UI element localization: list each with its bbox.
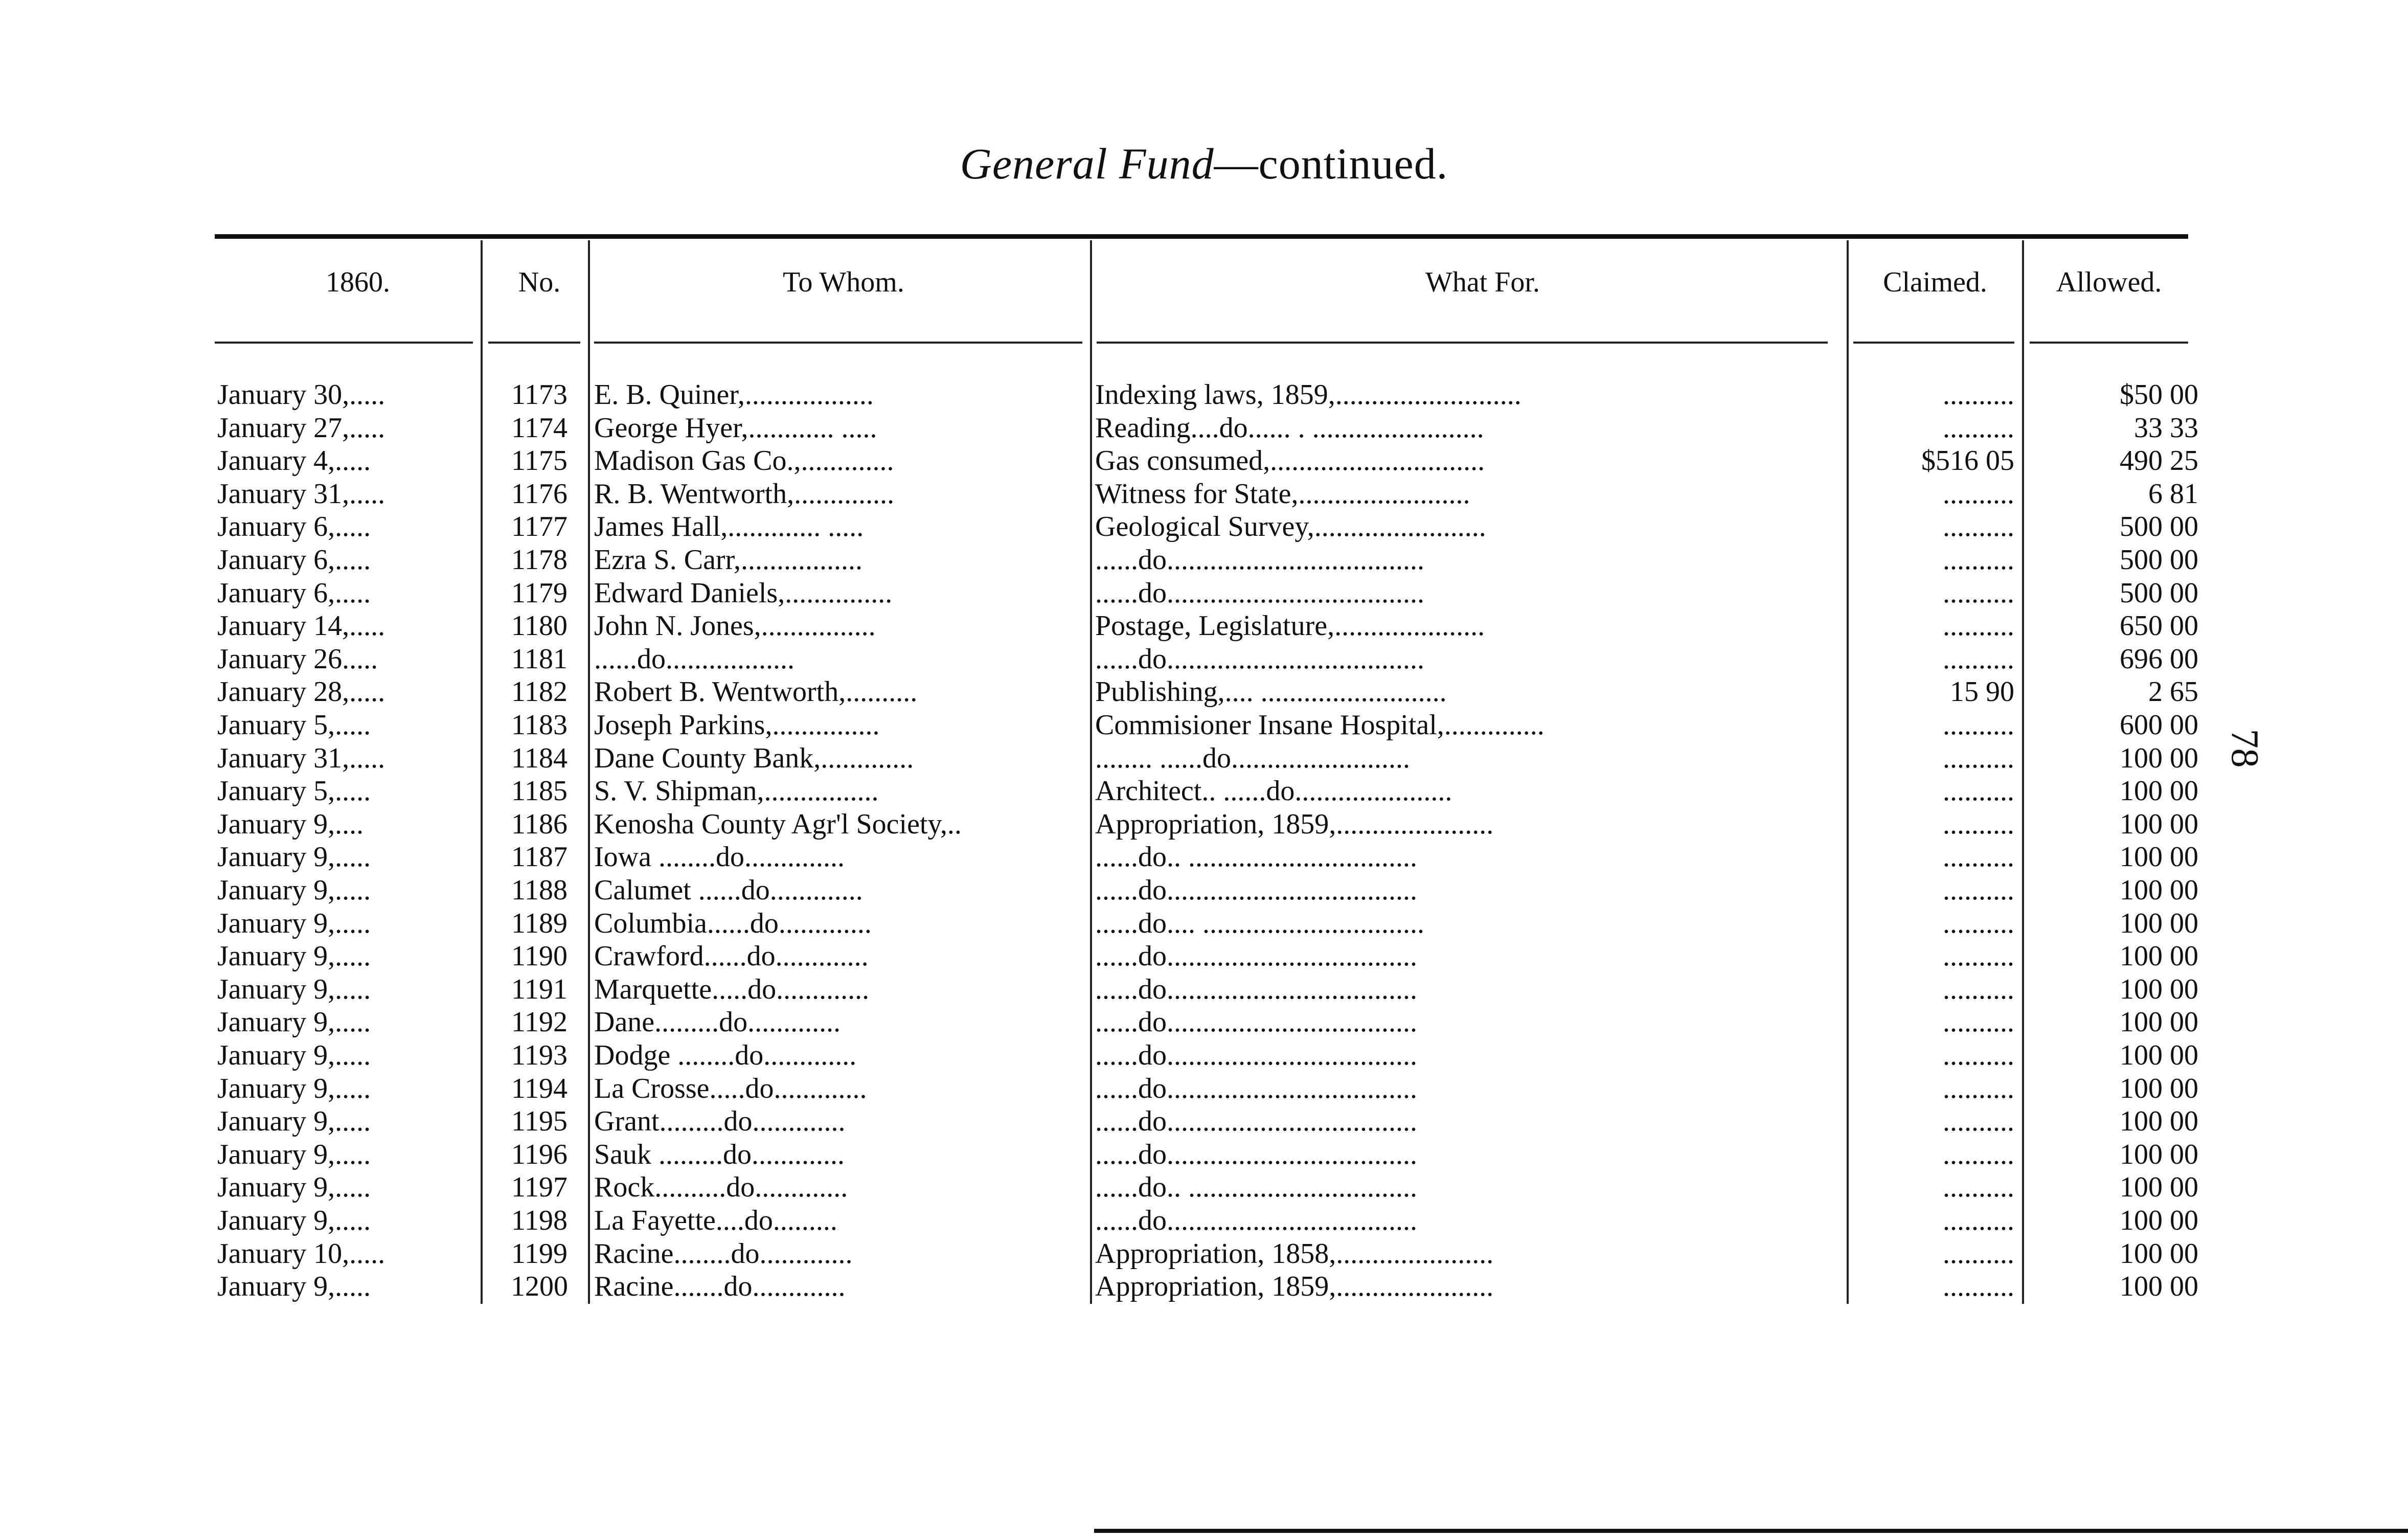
header-rule-whom: [594, 342, 1082, 344]
cell-no: 1190: [511, 940, 567, 972]
cell-allowed: 100 00: [2120, 874, 2198, 906]
header-rule-what: [1097, 342, 1828, 344]
cell-no: 1196: [511, 1139, 567, 1170]
cell-claimed: $516 05: [1921, 445, 2014, 477]
cell-no: 1179: [511, 577, 567, 609]
cell-claimed: ..........: [1943, 775, 2014, 807]
header-no: No.: [518, 266, 561, 298]
cell-allowed: 100 00: [2120, 1105, 2198, 1137]
cell-allowed: 500 00: [2120, 577, 2198, 609]
cell-claimed: 15 90: [1950, 676, 2014, 708]
cell-claimed: ..........: [1943, 874, 2014, 906]
top-rule: [215, 234, 2188, 239]
table-row: [0, 643, 2408, 675]
cell-allowed: 100 00: [2120, 1205, 2198, 1236]
table-row: [0, 1039, 2408, 1072]
cell-what: Gas consumed,..............................: [1095, 445, 1485, 477]
cell-claimed: ..........: [1943, 478, 2014, 510]
cell-what: Reading....do...... . ........................: [1095, 412, 1484, 444]
cell-date: January 27,.....: [217, 412, 385, 444]
cell-what: ......do...................................: [1095, 1073, 1417, 1104]
table-row: [0, 742, 2408, 775]
table-row: [0, 907, 2408, 940]
cell-no: 1198: [511, 1205, 567, 1236]
cell-date: January 9,.....: [217, 1271, 371, 1302]
cell-whom: Racine.......do.............: [594, 1271, 846, 1302]
cell-date: January 9,.....: [217, 841, 371, 873]
cell-claimed: ..........: [1943, 577, 2014, 609]
cell-no: 1184: [511, 742, 567, 774]
cell-what: Appropriation, 1859,......................: [1095, 808, 1494, 840]
title-rest: —continued.: [1214, 139, 1448, 188]
table-row: [0, 478, 2408, 510]
table-row: [0, 1072, 2408, 1105]
cell-date: January 4,.....: [217, 445, 371, 477]
cell-date: January 5,.....: [217, 775, 371, 807]
cell-claimed: ..........: [1943, 1073, 2014, 1104]
cell-date: January 9,.....: [217, 940, 371, 972]
cell-date: January 9,.....: [217, 1171, 371, 1203]
cell-whom: Rock..........do.............: [594, 1171, 848, 1203]
cell-what: ......do...................................: [1095, 1039, 1417, 1071]
table-row: [0, 412, 2408, 444]
cell-allowed: 6 81: [2148, 478, 2198, 510]
cell-no: 1193: [511, 1039, 567, 1071]
table-row: [0, 841, 2408, 873]
header-whom: To Whom.: [783, 266, 904, 298]
cell-whom: R. B. Wentworth,..............: [594, 478, 895, 510]
cell-whom: La Fayette....do.........: [594, 1205, 837, 1236]
table-row: [0, 874, 2408, 907]
cell-allowed: 696 00: [2120, 643, 2198, 675]
cell-what: Witness for State,........................: [1095, 478, 1470, 510]
cell-no: 1180: [511, 610, 567, 642]
cell-claimed: ..........: [1943, 412, 2014, 444]
cell-claimed: ..........: [1943, 1205, 2014, 1236]
cell-no: 1191: [511, 974, 567, 1005]
cell-date: January 6,.....: [217, 544, 371, 576]
cell-date: January 9,.....: [217, 1073, 371, 1104]
cell-claimed: ..........: [1943, 1271, 2014, 1302]
cell-what: Publishing,.... ..........................: [1095, 676, 1447, 708]
cell-what: Indexing laws, 1859,..........................: [1095, 379, 1521, 411]
cell-whom: James Hall,............. .....: [594, 511, 864, 542]
header-rule-claimed: [1853, 342, 2014, 344]
header-date: 1860.: [326, 266, 390, 298]
cell-whom: Marquette.....do.............: [594, 974, 870, 1005]
cell-allowed: 100 00: [2120, 808, 2198, 840]
cell-what: ......do...................................: [1095, 874, 1417, 906]
table-row: [0, 709, 2408, 741]
cell-allowed: 100 00: [2120, 1139, 2198, 1170]
cell-whom: Madison Gas Co.,.............: [594, 445, 894, 477]
header-claimed: Claimed.: [1883, 266, 1987, 298]
cell-claimed: ..........: [1943, 742, 2014, 774]
cell-what: ......do...................................: [1095, 1105, 1417, 1137]
cell-date: January 26.....: [217, 643, 378, 675]
cell-date: January 9,.....: [217, 974, 371, 1005]
cell-no: 1182: [511, 676, 567, 708]
cell-date: January 9,.....: [217, 1205, 371, 1236]
cell-whom: Joseph Parkins,...............: [594, 709, 880, 741]
cell-whom: Dane.........do.............: [594, 1006, 841, 1038]
cell-what: ......do...................................: [1095, 1205, 1417, 1236]
cell-whom: Edward Daniels,...............: [594, 577, 893, 609]
cell-allowed: 100 00: [2120, 1039, 2198, 1071]
cell-what: Geological Survey,........................: [1095, 511, 1486, 542]
table-row: [0, 973, 2408, 1006]
cell-whom: ......do..................: [594, 643, 794, 675]
cell-whom: Ezra S. Carr,.................: [594, 544, 862, 576]
cell-allowed: $50 00: [2120, 379, 2198, 411]
table-row: [0, 378, 2408, 411]
cell-no: 1175: [511, 445, 567, 477]
cell-claimed: ..........: [1943, 643, 2014, 675]
cell-whom: John N. Jones,................: [594, 610, 876, 642]
cell-whom: Columbia......do.............: [594, 908, 872, 939]
cell-whom: George Hyer,............ .....: [594, 412, 877, 444]
cell-allowed: 100 00: [2120, 1171, 2198, 1203]
cell-date: January 30,.....: [217, 379, 385, 411]
cell-what: ......do...................................: [1095, 1006, 1417, 1038]
cell-whom: La Crosse.....do.............: [594, 1073, 867, 1104]
cell-what: ......do...................................: [1095, 1139, 1417, 1170]
cell-whom: Racine........do.............: [594, 1238, 853, 1270]
cell-no: 1197: [511, 1171, 567, 1203]
cell-no: 1177: [511, 511, 567, 542]
cell-no: 1192: [511, 1006, 567, 1038]
cell-date: January 28,.....: [217, 676, 385, 708]
cell-what: ......do....................................: [1095, 643, 1424, 675]
header-rule-date: [215, 342, 473, 344]
cell-whom: Robert B. Wentworth,..........: [594, 676, 918, 708]
header-allowed: Allowed.: [2056, 266, 2162, 298]
cell-no: 1188: [511, 874, 567, 906]
page-number: 78: [2223, 729, 2266, 768]
cell-what: ......do....................................: [1095, 544, 1424, 576]
cell-no: 1199: [511, 1238, 567, 1270]
cell-allowed: 100 00: [2120, 974, 2198, 1005]
cell-what: ........ ......do.........................: [1095, 742, 1410, 774]
cell-date: January 6,.....: [217, 511, 371, 542]
table-row: [0, 675, 2408, 708]
cell-date: January 9,.....: [217, 1039, 371, 1071]
table-row: [0, 510, 2408, 543]
cell-what: ......do.. ................................: [1095, 841, 1417, 873]
cell-allowed: 100 00: [2120, 841, 2198, 873]
cell-what: Architect.. ......do......................: [1095, 775, 1452, 807]
cell-claimed: ..........: [1943, 908, 2014, 939]
table-row: [0, 775, 2408, 807]
table-row: [0, 609, 2408, 642]
cell-whom: E. B. Quiner,..................: [594, 379, 874, 411]
cell-allowed: 100 00: [2120, 1006, 2198, 1038]
cell-date: January 9,.....: [217, 874, 371, 906]
cell-claimed: ..........: [1943, 1171, 2014, 1203]
cell-allowed: 490 25: [2120, 445, 2198, 477]
table-row: [0, 1138, 2408, 1171]
cell-date: January 9,.....: [217, 1139, 371, 1170]
cell-claimed: ..........: [1943, 544, 2014, 576]
cell-whom: Iowa ........do..............: [594, 841, 845, 873]
cell-claimed: ..........: [1943, 709, 2014, 741]
cell-claimed: ..........: [1943, 1139, 2014, 1170]
cell-no: 1183: [511, 709, 567, 741]
cell-claimed: ..........: [1943, 841, 2014, 873]
table-row: [0, 808, 2408, 841]
cell-claimed: ..........: [1943, 610, 2014, 642]
page-title: [0, 138, 2408, 189]
cell-allowed: 650 00: [2120, 610, 2198, 642]
cell-no: 1181: [511, 643, 567, 675]
cell-what: ......do.. ................................: [1095, 1171, 1417, 1203]
cell-claimed: ..........: [1943, 1105, 2014, 1137]
cell-claimed: ..........: [1943, 1006, 2014, 1038]
cell-whom: Calumet ......do.............: [594, 874, 863, 906]
cell-claimed: ..........: [1943, 974, 2014, 1005]
cell-date: January 9,.....: [217, 908, 371, 939]
cell-no: 1194: [511, 1073, 567, 1104]
cell-whom: Crawford......do.............: [594, 940, 869, 972]
cell-no: 1185: [511, 775, 567, 807]
cell-what: Appropriation, 1859,......................: [1095, 1271, 1494, 1302]
cell-allowed: 100 00: [2120, 908, 2198, 939]
table-row: [0, 1237, 2408, 1270]
cell-claimed: ..........: [1943, 808, 2014, 840]
cell-no: 1174: [511, 412, 567, 444]
cell-allowed: 600 00: [2120, 709, 2198, 741]
cell-allowed: 2 65: [2148, 676, 2198, 708]
table-row: [0, 1105, 2408, 1138]
table-row: [0, 1204, 2408, 1237]
cell-claimed: ..........: [1943, 1238, 2014, 1270]
table-row: [0, 1006, 2408, 1038]
cell-date: January 9,.....: [217, 1006, 371, 1038]
cell-no: 1176: [511, 478, 567, 510]
cell-no: 1195: [511, 1105, 567, 1137]
cell-what: Commisioner Insane Hospital,..............: [1095, 709, 1544, 741]
table-row: [0, 940, 2408, 972]
table-row: [0, 1171, 2408, 1204]
table-row: [0, 544, 2408, 576]
header-rule-allowed: [2030, 342, 2188, 344]
cell-allowed: 100 00: [2120, 1238, 2198, 1270]
cell-date: January 9,....: [217, 808, 364, 840]
title-italic: General Fund: [960, 139, 1214, 188]
cell-date: January 10,.....: [217, 1238, 385, 1270]
cell-date: January 31,.....: [217, 742, 385, 774]
cell-what: ......do...................................: [1095, 940, 1417, 972]
cell-claimed: ..........: [1943, 940, 2014, 972]
cell-whom: Grant.........do.............: [594, 1105, 846, 1137]
cell-whom: Kenosha County Agr'l Society,..: [594, 808, 962, 840]
header-rule-no: [488, 342, 580, 344]
cell-what: Appropriation, 1858,......................: [1095, 1238, 1494, 1270]
cell-allowed: 100 00: [2120, 742, 2198, 774]
cell-claimed: ..........: [1943, 1039, 2014, 1071]
bottom-rule: [1094, 1529, 2408, 1533]
table-row: [0, 1270, 2408, 1303]
cell-whom: S. V. Shipman,................: [594, 775, 879, 807]
cell-no: 1186: [511, 808, 567, 840]
cell-allowed: 33 33: [2134, 412, 2198, 444]
header-what: What For.: [1425, 266, 1540, 298]
cell-date: January 14,.....: [217, 610, 385, 642]
cell-what: Postage, Legislature,.....................: [1095, 610, 1485, 642]
cell-date: January 6,.....: [217, 577, 371, 609]
cell-no: 1178: [511, 544, 567, 576]
cell-what: ......do...................................: [1095, 974, 1417, 1005]
cell-no: 1200: [511, 1271, 568, 1302]
cell-allowed: 100 00: [2120, 940, 2198, 972]
cell-allowed: 100 00: [2120, 775, 2198, 807]
cell-no: 1187: [511, 841, 567, 873]
cell-date: January 31,.....: [217, 478, 385, 510]
table-row: [0, 444, 2408, 477]
cell-no: 1173: [511, 379, 567, 411]
cell-date: January 9,.....: [217, 1105, 371, 1137]
cell-allowed: 500 00: [2120, 544, 2198, 576]
cell-date: January 5,.....: [217, 709, 371, 741]
cell-allowed: 100 00: [2120, 1271, 2198, 1302]
cell-claimed: ..........: [1943, 511, 2014, 542]
cell-claimed: ..........: [1943, 379, 2014, 411]
cell-allowed: 500 00: [2120, 511, 2198, 542]
cell-what: ......do....................................: [1095, 577, 1424, 609]
cell-allowed: 100 00: [2120, 1073, 2198, 1104]
cell-what: ......do.... ...............................: [1095, 908, 1424, 939]
table-row: [0, 577, 2408, 609]
cell-whom: Sauk .........do.............: [594, 1139, 845, 1170]
cell-whom: Dodge ........do.............: [594, 1039, 857, 1071]
cell-no: 1189: [511, 908, 567, 939]
cell-whom: Dane County Bank,.............: [594, 742, 914, 774]
